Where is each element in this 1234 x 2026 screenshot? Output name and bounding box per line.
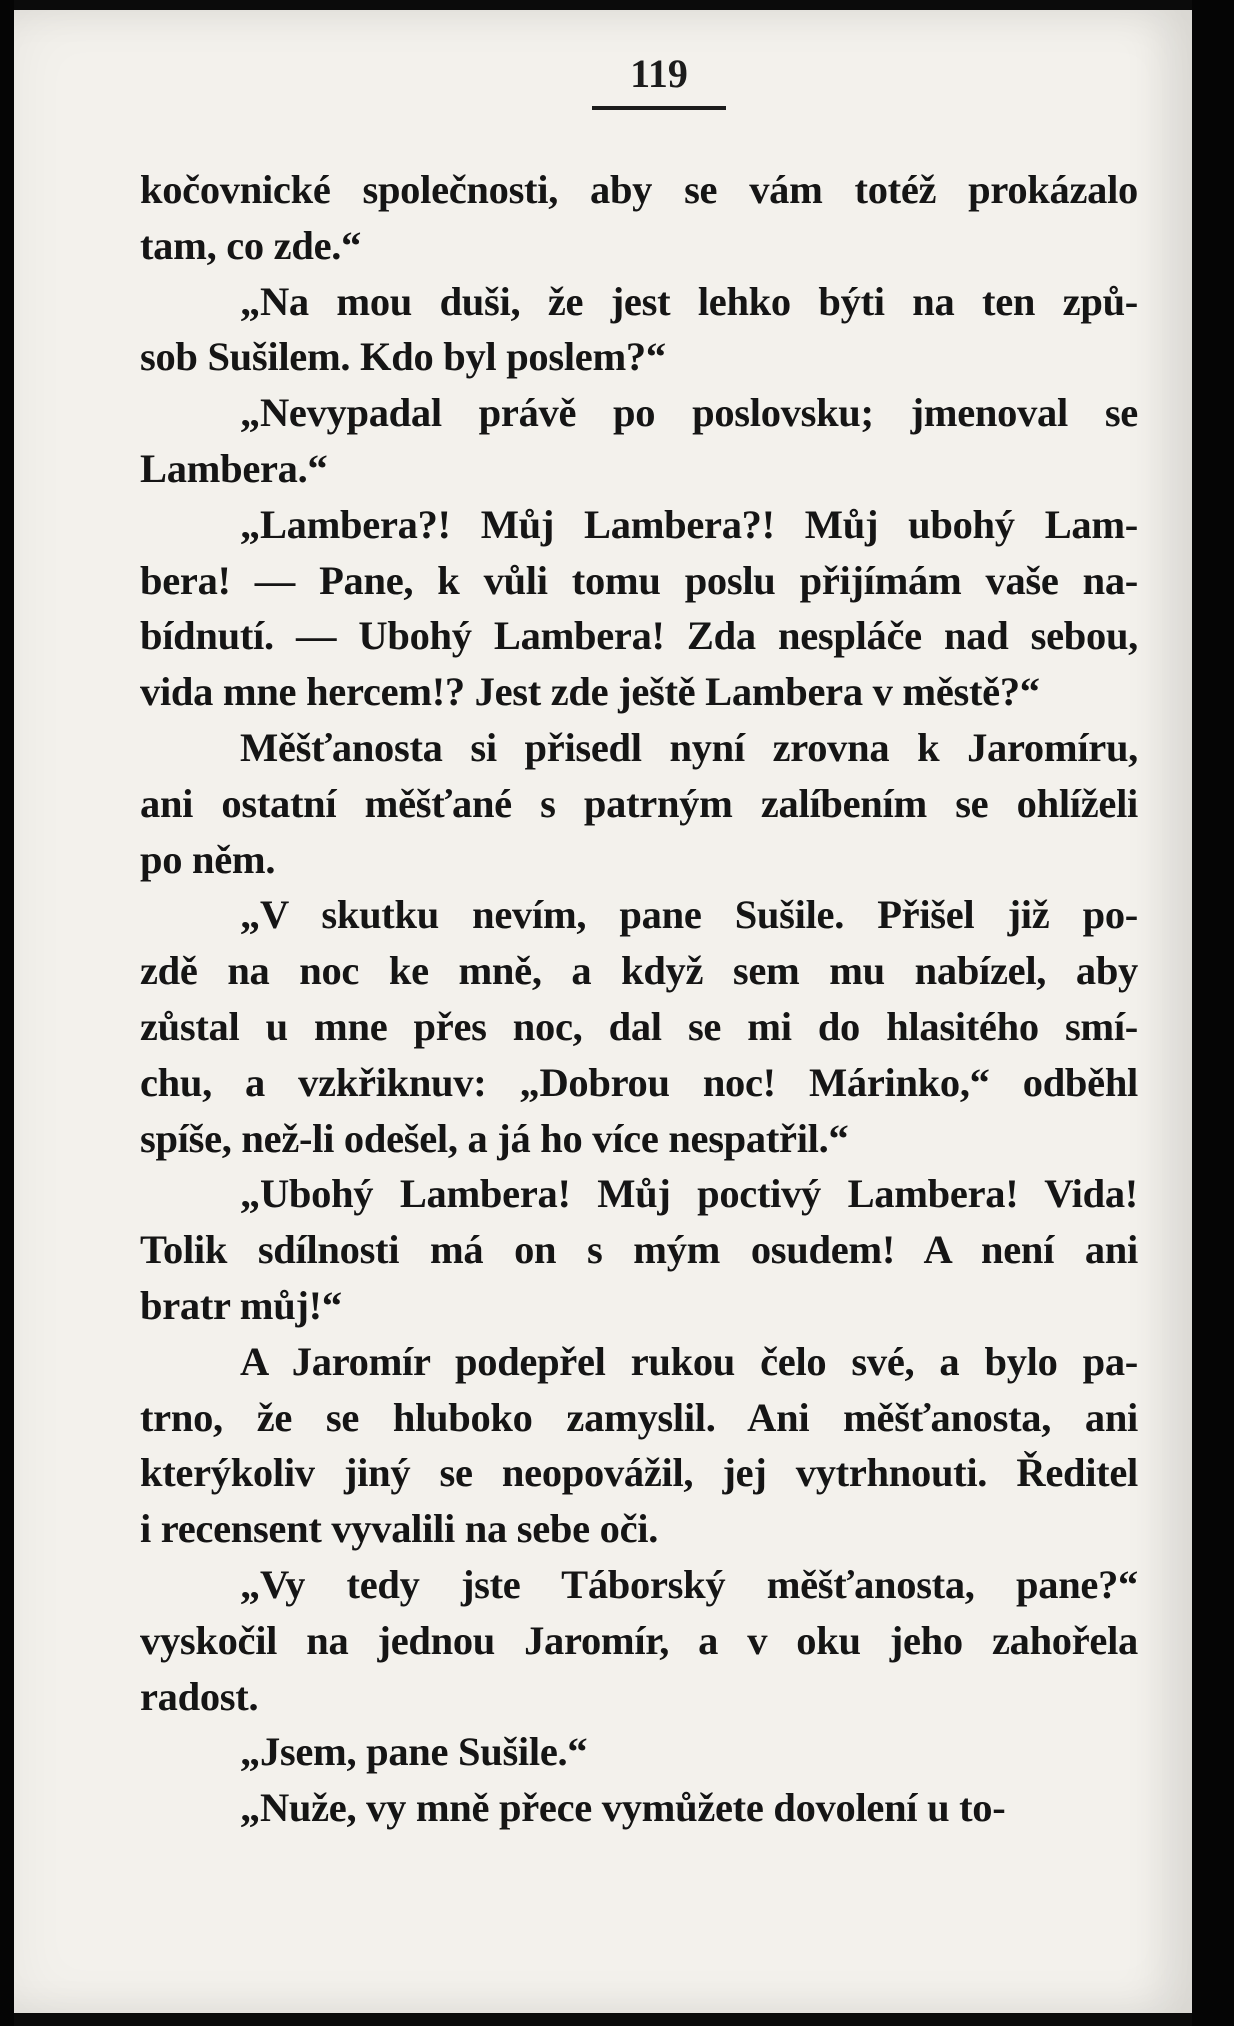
text-line: „Vy tedy jste Táborský měšťanosta, pane?“ <box>240 1561 1138 1607</box>
text-line: „Nevypadal právě po poslovsku; jmenoval se <box>240 390 1138 436</box>
text-line: „Lambera?! Můj Lambera?! Můj ubohý Lam- <box>240 501 1138 547</box>
text-line: po něm. <box>140 836 276 882</box>
text-line: A Jaromír podepřel rukou čelo své, a bylo pa- <box>240 1338 1138 1384</box>
text-line: ani ostatní měšťané s patrným zalíbením se ohlíželi <box>140 780 1138 826</box>
text-line: zdě na noc ke mně, a když sem mu nabízel, aby <box>140 948 1138 994</box>
text-line: kterýkoliv jiný se neopovážil, jej vytrhnouti. Ředitel <box>140 1450 1138 1496</box>
text-line: bratr můj!“ <box>140 1282 342 1328</box>
text-line: bídnutí. — Ubohý Lambera! Zda nespláče nad sebou, <box>140 613 1138 659</box>
text-line: „Jsem, pane Sušile.“ <box>240 1729 588 1775</box>
text-line: „V skutku nevím, pane Sušile. Přišel již po- <box>240 892 1138 938</box>
scan-right-edge <box>1192 0 1234 2026</box>
text-line: Lambera.“ <box>140 445 328 491</box>
page-number: 119 <box>630 51 688 96</box>
text-line: Měšťanosta si přisedl nyní zrovna k Jaromíru, <box>240 724 1138 770</box>
scan-left-edge <box>0 0 14 2026</box>
text-line: vida mne hercem!? Jest zde ještě Lambera v městě?“ <box>140 669 1040 715</box>
text-line: kočovnické společnosti, aby se vám totéž prokázalo <box>140 167 1138 212</box>
text-line: trno, že se hluboko zamyslil. Ani měšťanosta, ani <box>140 1394 1138 1440</box>
text-line: Tolik sdílnosti má on s mým osudem! A není ani <box>140 1227 1138 1273</box>
text-line: bera! — Pane, k vůli tomu poslu přijímám vaše na- <box>140 557 1138 603</box>
text-line: spíše, než-li odešel, a já ho více nespatřil.“ <box>140 1115 849 1161</box>
text-line: „Ubohý Lambera! Můj poctivý Lambera! Vida! <box>240 1171 1138 1217</box>
text-line: i recensent vyvalili na sebe oči. <box>140 1506 659 1552</box>
book-page <box>14 10 1192 2013</box>
text-line: „Na mou duši, že jest lehko býti na ten způ- <box>240 278 1138 324</box>
body-text <box>140 162 1138 1836</box>
text-line: radost. <box>140 1673 259 1719</box>
text-line: vyskočil na jednou Jaromír, a v oku jeho zahořela <box>140 1617 1138 1663</box>
text-line: sob Sušilem. Kdo byl poslem?“ <box>140 334 666 380</box>
text-line: zůstal u mne přes noc, dal se mi do hlasitého smí- <box>140 1003 1138 1049</box>
page-number-rule <box>592 106 726 110</box>
text-line: tam, co zde.“ <box>140 222 362 268</box>
text-line: „Nuže, vy mně přece vymůžete dovolení u to- <box>240 1785 1006 1831</box>
text-line: chu, a vzkřiknuv: „Dobrou noc! Márinko,“ odběhl <box>140 1059 1138 1105</box>
